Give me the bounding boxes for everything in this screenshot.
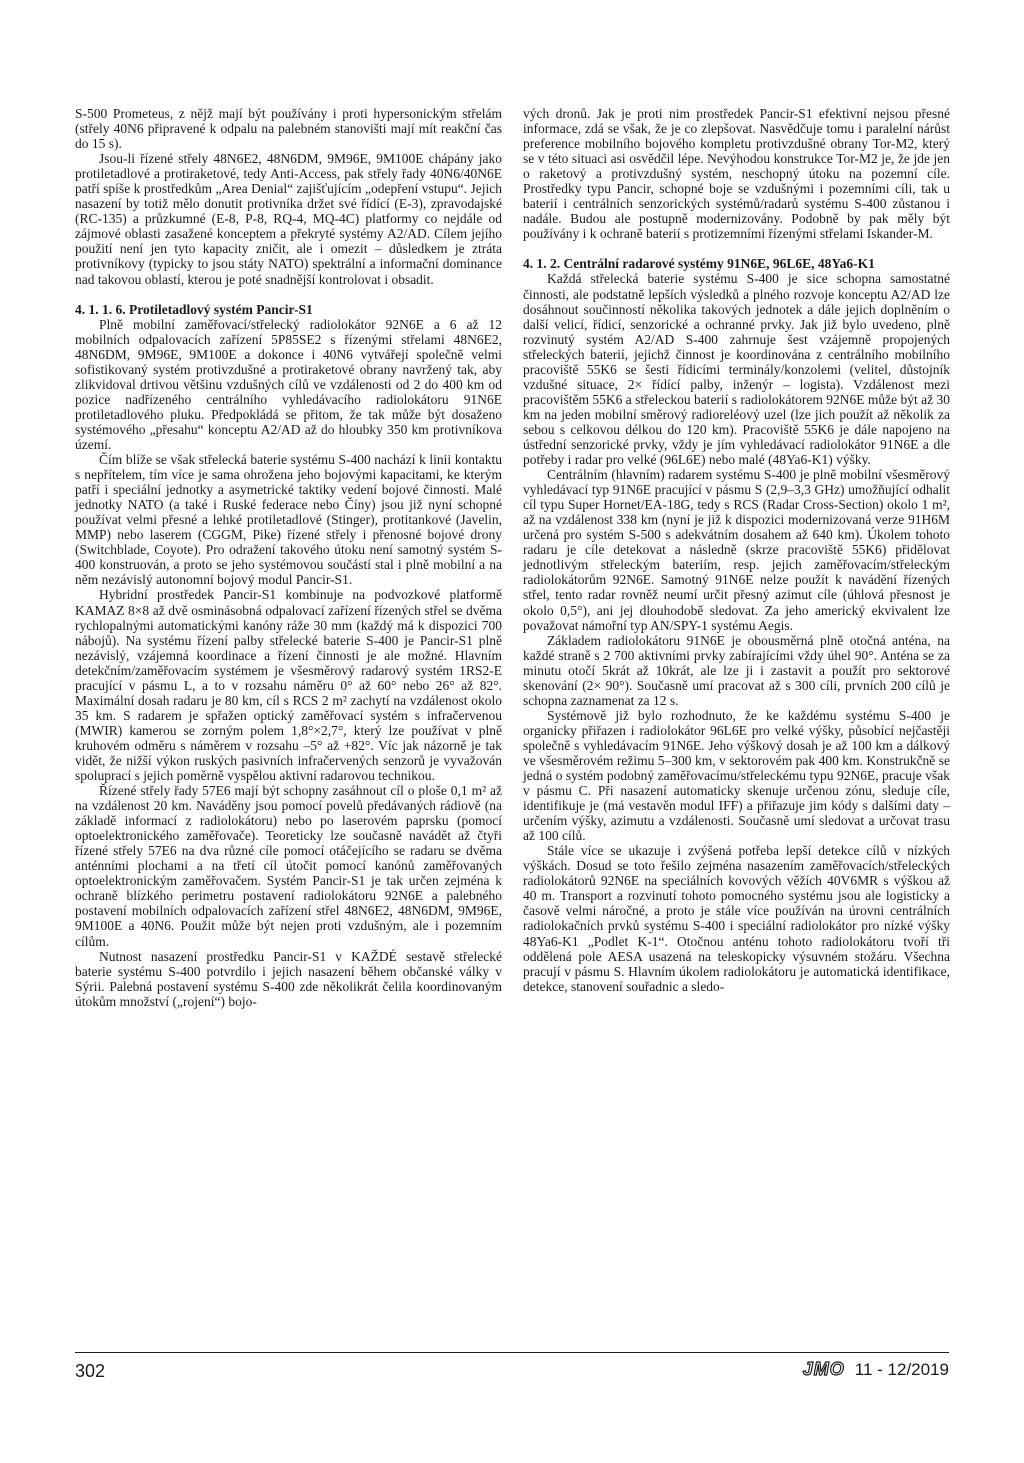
section-heading: 4. 1. 1. 6. Protiletadlový systém Pancir-S1 (75, 301, 313, 317)
paragraph: Jsou-li řízené střely 48N6E2, 48N6DM, 9M96E, 9M100E chápány jako protiletadlové a protiraketové, tedy Anti-Access, pak střely řady 40N6/40N6E patří spíše k prostředkům „Area Denial“ zajišťujícím „odepření vstupu“. Jejich nasazení by totiž mělo donutit protivníka držet své řídící (E-3), zpravodajské (RC-135) a průzkumné (E-8, P-8, RQ-4, MQ-4C) platformy co nejdále od zájmové oblasti zasažené konceptem a překryté systémy A2/AD. Cílem jejího použití není jen tyto kapacity zničit, ale i omezit – důsledkem je ztráta protivníkovy (typicky to jsou státy NATO) spektrální a informační dominance nad takovou oblastí, kterou je poté snadnější kontrolovat i obsadit. (75, 151, 502, 287)
footer-rule (75, 1352, 949, 1353)
paragraph: Nutnost nasazení prostředku Pancir-S1 v KAŽDÉ sestavě střelecké baterie systému S-400 potvrdilo i jejich nasazení během občanské války v Sýrii. Palebná postavení systému S-400 zde několikrát čelila koordinovaným útokům množství („rojení“) bojo- (75, 948, 502, 1009)
paragraph: vých dronů. Jak je proti nim prostředek Pancir-S1 efektivní nejsou přesné informace, zdá se však, že je co zlepšovat. Nasvědčuje tomu i paralelní nárůst preference mobilního bojového kompletu protivzdušné obrany Tor-M2, který se v této situaci asi osvědčil lépe. Nevýhodou konstrukce Tor-M2 je, že jde jen o raketový a protivzdušný systém, neschopný útoku na pozemní cíle. Prostředky typu Pancir, schopné boje se vzdušnými i pozemními cíli, tak u baterií i centrálních senzorických systémů/radarů systému S-400 zůstanou i nadále. Budou ale postupně modernizovány. Podobně by pak měly být používány i k ochraně baterií s protizemními řízenými střelami Iskander-M. (523, 106, 950, 242)
paragraph: Plně mobilní zaměřovací/střelecký radiolokátor 92N6E a 6 až 12 mobilních odpalovacích zařízení 5P85SE2 s řízenými střelami 48N6E2, 48N6DM, 9M96E, 9M100E a dokonce i 40N6 vytvářejí společně velmi sofistikovaný systém protivzdušné a protiraketové obrany navržený tak, aby zlikvidoval drtivou většinu vzdušných cílů ve vzdálenosti od 2 do 400 km od pozice nadřízeného centrálního vyhledávacího radiolokátoru 91N6E protiletadlového pluku. Předpokládá se přitom, že tak může být dosaženo systémového „přesahu“ konceptu A2/AD až do hloubky 350 km protivníkova území. (75, 316, 502, 452)
journal-logo: JMO (802, 1359, 845, 1379)
paragraph: Čím blíže se však střelecká baterie systému S-400 nachází k linii kontaktu s nepřítelem, tím více je sama ohrožena jeho bojovými kapacitami, ke kterým patří i speciální jednotky a asymetrické taktiky vedení bojové činnosti. Malé jednotky NATO (a také i Ruské federace nebo Číny) jsou již nyní schopné používat velmi přesné a lehké protiletadlové (Stinger), protitankové (Javelin, MMP) nebo laserem (CGGM, Pike) řízené střely i přenosné bojové drony (Switchblade, Coyote). Pro odražení takového útoku není samotný systém S-400 konstruován, a proto se jeho systémovou součástí stal i plně mobilní a na něm nezávislý autonomní bojový modul Pancir-S1. (75, 452, 502, 588)
section-heading: 4. 1. 2. Centrální radarové systémy 91N6E, 96L6E, 48Ya6-K1 (523, 256, 875, 272)
right-column (523, 106, 950, 994)
paragraph: Řízené střely řady 57E6 mají být schopny zasáhnout cíl o ploše 0,1 m² až na vzdálenost 20 km. Naváděny jsou pomocí povelů předávaných rádiově (na základě informací z radiolokátoru) nebo po laserovém paprsku (pomocí optoelektronického zaměřovače). Teoreticky lze současně navádět až čtyři řízené střely 57E6 na dva různé cíle pomocí otáčejícího se radaru se dvěma anténními plochami a na třetí cíl útočit pomocí kanónů zaměřovaných optoelektronickým zaměřovačem. Systém Pancir-S1 je tak určen zejména k ochraně blízkého perimetru postavení radiolokátoru 92N6E a palebného postavení mobilních odpalovacích zařízení střel 48N6E2, 48N6DM, 9M96E, 9M100E a 40N6. Použit může být nejen proti vzdušným, ale i pozemním cílům. (75, 783, 502, 949)
paragraph: Každá střelecká baterie systému S-400 je sice schopna samostatné činnosti, ale podstatně lepších výsledků a plného rozvoje konceptu A2/AD lze dosáhnout součinností několika takových jednotek a dále jejich doplněním o další velicí, řídicí, senzorické a ochranné prvky. Jak již bylo uvedeno, plně rozvinutý systém A2/AD S-400 zahrnuje šest vzájemně propojených střeleckých baterií, jejichž činnost je koordinována z centrálního mobilního pracoviště 55K6 se šesti řídicími terminály/konzolemi (velitel, důstojník vzdušné situace, 2× řídící palby, inženýr – logista). Vzdálenost mezi pracovištěm 55K6 a střeleckou baterií s radiolokátorem 92N6E může být až 30 km na jeden mobilní směrový radioreléový uzel (lze jich použít až několik za sebou s celkovou délkou do 120 km). Pracoviště 55K6 je dále napojeno na ústřední senzorické prvky, vždy je jím vyhledávací radiolokátor 91N6E a dle potřeby i radar pro velké (96L6E) nebo malé (48Ya6-K1) výšky. (523, 271, 950, 468)
paragraph: Hybridní prostředek Pancir-S1 kombinuje na podvozkové platformě KAMAZ 8×8 až dvě osminásobná odpalovací zařízení řízených střel se dvěma rychlopalnými automatickými kanóny ráže 30 mm (každý má k dispozici 700 nábojů). Na systému řízení palby střelecké baterie S-400 je Pancir-S1 plně nezávislý, vzájemná koordinace a řízení činnosti je ale možné. Hlavním detekčním/zaměřovacím systémem je všesměrový radarový systém 1RS2-E pracující v pásmu L, a to v rozsahu náměru 0° až 60° nebo 26° až 82°. Maximální dosah radaru je 80 km, cíl s RCS 2 m² zachytí na vzdálenost okolo 35 km. S radarem je spřažen optický zaměřovací systém s infračervenou (MWIR) kamerou se zorným polem 1,8°×2,7°, který lze používat v plně kruhovém odměru s náměrem v rozsahu –5° až +82°. Víc jak názorně je tak vidět, že nižší výkon ruských pasivních infračervených senzorů je vyvažován spoluprací s jejich poměrně vyspělou aktivní radarovou technikou. (75, 587, 502, 784)
left-column (75, 106, 502, 1009)
paragraph: Základem radiolokátoru 91N6E je obousměrná plně otočná anténa, na každé straně s 2 700 aktivními prvky zabírajícími vždy úhel 90°. Anténa se za minutu otočí 5krát až 10krát, ale lze ji i zastavit a použít pro sektorové skenování (2× 90°). Současně umí pracovat až s 300 cíli, prvních 200 cílů je schopna zaznamenat za 12 s. (523, 632, 950, 708)
footer-issue (803, 1359, 949, 1380)
page-number: 302 (75, 1361, 106, 1381)
paragraph: Centrálním (hlavním) radarem systému S-400 je plně mobilní všesměrový vyhledávací typ 91N6E pracující v pásmu S (2,9–3,3 GHz) umožňující odhalit cíl typu Super Hornet/EA-18G, tedy s RCS (Radar Cross-Section) okolo 1 m², až na vzdálenost 338 km (nyní je již k dispozici modernizovaná verze 91H6M určená pro systém S-500 s adekvátním dosahem až 640 km). Úkolem tohoto radaru je cíle detekovat a následně (skrze pracoviště 55K6) přidělovat jednotlivým střeleckým bateriím, resp. jejich zaměřovacím/střeleckým radiolokátorům 92N6E. Samotný 91N6E nelze použít k navádění řízených střel, tento radar rovněž neumí určit přesný azimut cíle (úhlová přesnost je okolo 0,5°), ani jej dlouhodobě sledovat. Za jeho americký ekvivalent lze považovat námořní typ AN/SPY-1 systému Aegis. (523, 467, 950, 633)
paragraph: Stále více se ukazuje i zvýšená potřeba lepší detekce cílů v nízkých výškách. Dosud se toto řešilo zejména nasazením zaměřovacích/střeleckých radiolokátorů 92N6E na speciálních kovových věžích 40V6MR s výškou až 40 m. Transport a rozvinutí tohoto pomocného systému jsou ale logisticky a časově velmi náročné, a proto je stále více používán na úrovni centrálních radiolokačních prvků systému S-400 i speciální radiolokátor pro nízké výšky 48Ya6-K1 „Podlet K-1“. Otočnou anténu tohoto radiolokátoru tvoří tři oddělená pole AESA usazená na teleskopicky výsuvném stožáru. Všechna pracují v pásmu S. Hlavním úkolem radiolokátoru je automatická identifikace, detekce, stanovení souřadnic a sledo- (523, 843, 950, 994)
paragraph: S-500 Prometeus, z nějž mají být používány i proti hypersonickým střelám (střely 40N6 připravené k odpalu na palebném stanovišti mají mít reakční čas do 15 s). (75, 106, 502, 152)
paragraph: Systémově již bylo rozhodnuto, že ke každému systému S-400 je organicky přiřazen i radiolokátor 96L6E pro velké výšky, působící nejčastěji společně s vyhledávacím 91N6E. Jeho výškový dosah je až 100 km a dálkový ve všesměrovém režimu 5–300 km, v sektorovém pak 400 km. Konstrukčně se jedná o systém podobný zaměřovacímu/střeleckému typu 92N6E, pracuje však v pásmu C. Při nasazení automaticky skenuje určenou zónu, sleduje cíle, identifikuje je (má vestavěn modul IFF) a přiřazuje jim kódy s dalšími daty – určením výšky, azimutu a vzdálenosti. Současně umí sledovat a určovat trasu až 100 cílů. (523, 707, 950, 844)
issue-number: 11 - 12/2019 (854, 1359, 949, 1379)
